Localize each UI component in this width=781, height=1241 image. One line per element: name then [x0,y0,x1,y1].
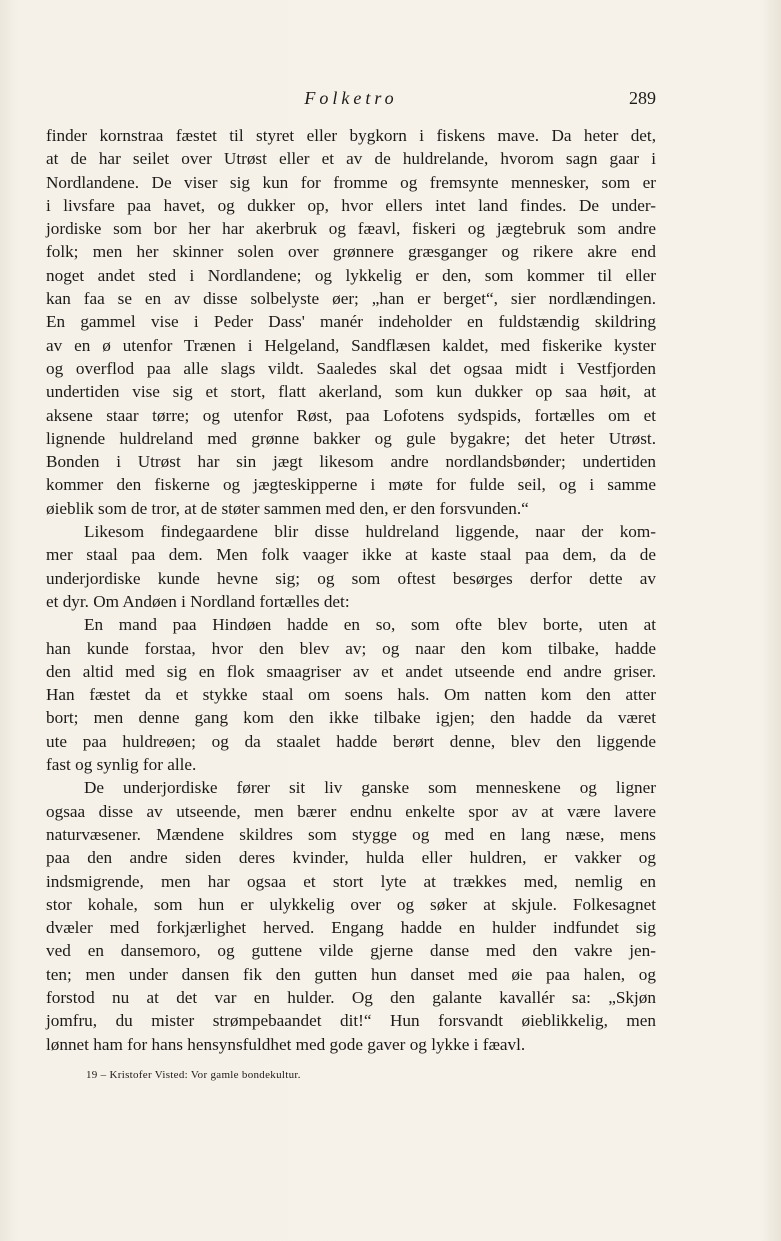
text-line: lignende huldreland med grønne bakker og gule bygakre; det heter Utrøst. [46,428,656,448]
paragraph [46,613,656,776]
text-line: stor kohale, som hun er ulykkelig over og søker at skjule. Folkesagnet [46,894,656,914]
text-line: ute paa huldreøen; og da staalet hadde berørt denne, blev den liggende [46,731,656,751]
text-line: mer staal paa dem. Men folk vaager ikke at kaste staal paa dem, da de [46,545,656,565]
paragraph [46,520,656,613]
text-line: aksene staar tørre; og utenfor Røst, paa Lofotens sydspids, fortælles om et [46,405,656,425]
text-line: at de har seilet over Utrøst eller et av de huldrelande, hvorom sagn gaar i [46,149,656,169]
paragraph [46,124,656,520]
text-line: et dyr. Om Andøen i Nordland fortælles det: [46,591,350,611]
text-line: indsmigrende, men har ogsaa et stort lyte at trækkes med, nemlig en [46,871,656,891]
text-line: ten; men under dansen fik den gutten hun danset med øie paa halen, og [46,964,656,984]
text-line: jomfru, du mister strømpebaandet dit!“ Hun forsvandt øieblikkelig, men [46,1011,656,1031]
text-line: ved en dansemoro, og guttene vilde gjerne danse med den vakre jen- [46,941,656,961]
text-line: fast og synlig for alle. [46,755,197,775]
text-line: og overflod paa alle slags vildt. Saaledes skal det ogsaa midt i Vestfjorden [46,358,656,378]
text-line: Han fæstet da et stykke staal om soens hals. Om natten kom den atter [46,685,656,705]
footnote: 19 – Kristofer Visted: Vor gamle bondekultur. [86,1069,301,1081]
text-line: noget andet sted i Nordlandene; og lykkelig er den, som kommer til eller [46,265,656,285]
text-line: lønnet ham for hans hensynsfuldhet med gode gaver og lykke i fæavl. [46,1034,526,1054]
text-line: han kunde forstaa, hvor den blev av; og naar den kom tilbake, hadde [46,638,656,658]
text-line: i livsfare paa havet, og dukker op, hvor ellers intet land findes. De under- [46,195,656,215]
body-text [46,124,656,1056]
text-line: Bonden i Utrøst har sin jægt likesom andre nordlandsbønder; undertiden [46,452,656,472]
text-line: folk; men her skinner solen over grønnere græsganger og rikere akre end [46,242,656,262]
text-line: De underjordiske fører sit liv ganske som menneskene og ligner [84,778,656,798]
text-line: jordiske som bor her har akerbruk og fæavl, fiskeri og jægtebruk som andre [46,219,656,239]
paragraph [46,776,656,1056]
page-number: 289 [629,88,656,108]
text-line: En gammel vise i Peder Dass' manér indeholder en fuldstændig skildring [46,312,656,332]
text-line: kommer den fiskerne og jægteskipperne i møte for fulde seil, og i samme [46,475,656,495]
text-line: forstod nu at det var en hulder. Og den galante kavallér sa: „Skjøn [46,987,656,1007]
text-line: av en ø utenfor Trænen i Helgeland, Sandflæsen kaldet, med fiskerike kyster [46,335,656,355]
text-line: ogsaa disse av utseende, men bærer endnu enkelte spor av at være lavere [46,801,656,821]
text-line: øieblik som de tror, at de støter sammen med den, er den forsvunden.“ [46,498,529,518]
text-line: den altid med sig en flok smaagriser av et andet utseende end andre griser. [46,661,656,681]
text-line: undertiden vise sig et stort, flatt akerland, som kun dukker op saa høit, at [46,382,656,402]
text-line: En mand paa Hindøen hadde en so, som ofte blev borte, uten at [84,615,656,635]
text-line: dvæler med forkjærlighet herved. Engang hadde en hulder indfundet sig [46,918,656,938]
text-line: kan faa se en av disse solbelyste øer; „han er berget“, sier nordlændingen. [46,289,656,309]
text-line: naturvæsener. Mændene skildres som stygge og med en lang næse, mens [46,824,656,844]
text-line: finder kornstraa fæstet til styret eller bygkorn i fiskens mave. Da heter det, [46,126,656,145]
text-line: underjordiske kunde hevne sig; og som oftest besørges derfor dette av [46,568,656,588]
text-line: paa den andre siden deres kvinder, hulda eller huldren, er vakker og [46,848,656,868]
text-line: bort; men denne gang kom den ikke tilbake igjen; den hadde da været [46,708,656,728]
text-line: Nordlandene. De viser sig kun for fromme og fremsynte mennesker, som er [46,172,656,192]
running-title: Folketro [304,88,398,108]
text-line: Likesom findegaardene blir disse huldreland liggende, naar der kom- [84,522,656,542]
page-header [46,88,656,114]
